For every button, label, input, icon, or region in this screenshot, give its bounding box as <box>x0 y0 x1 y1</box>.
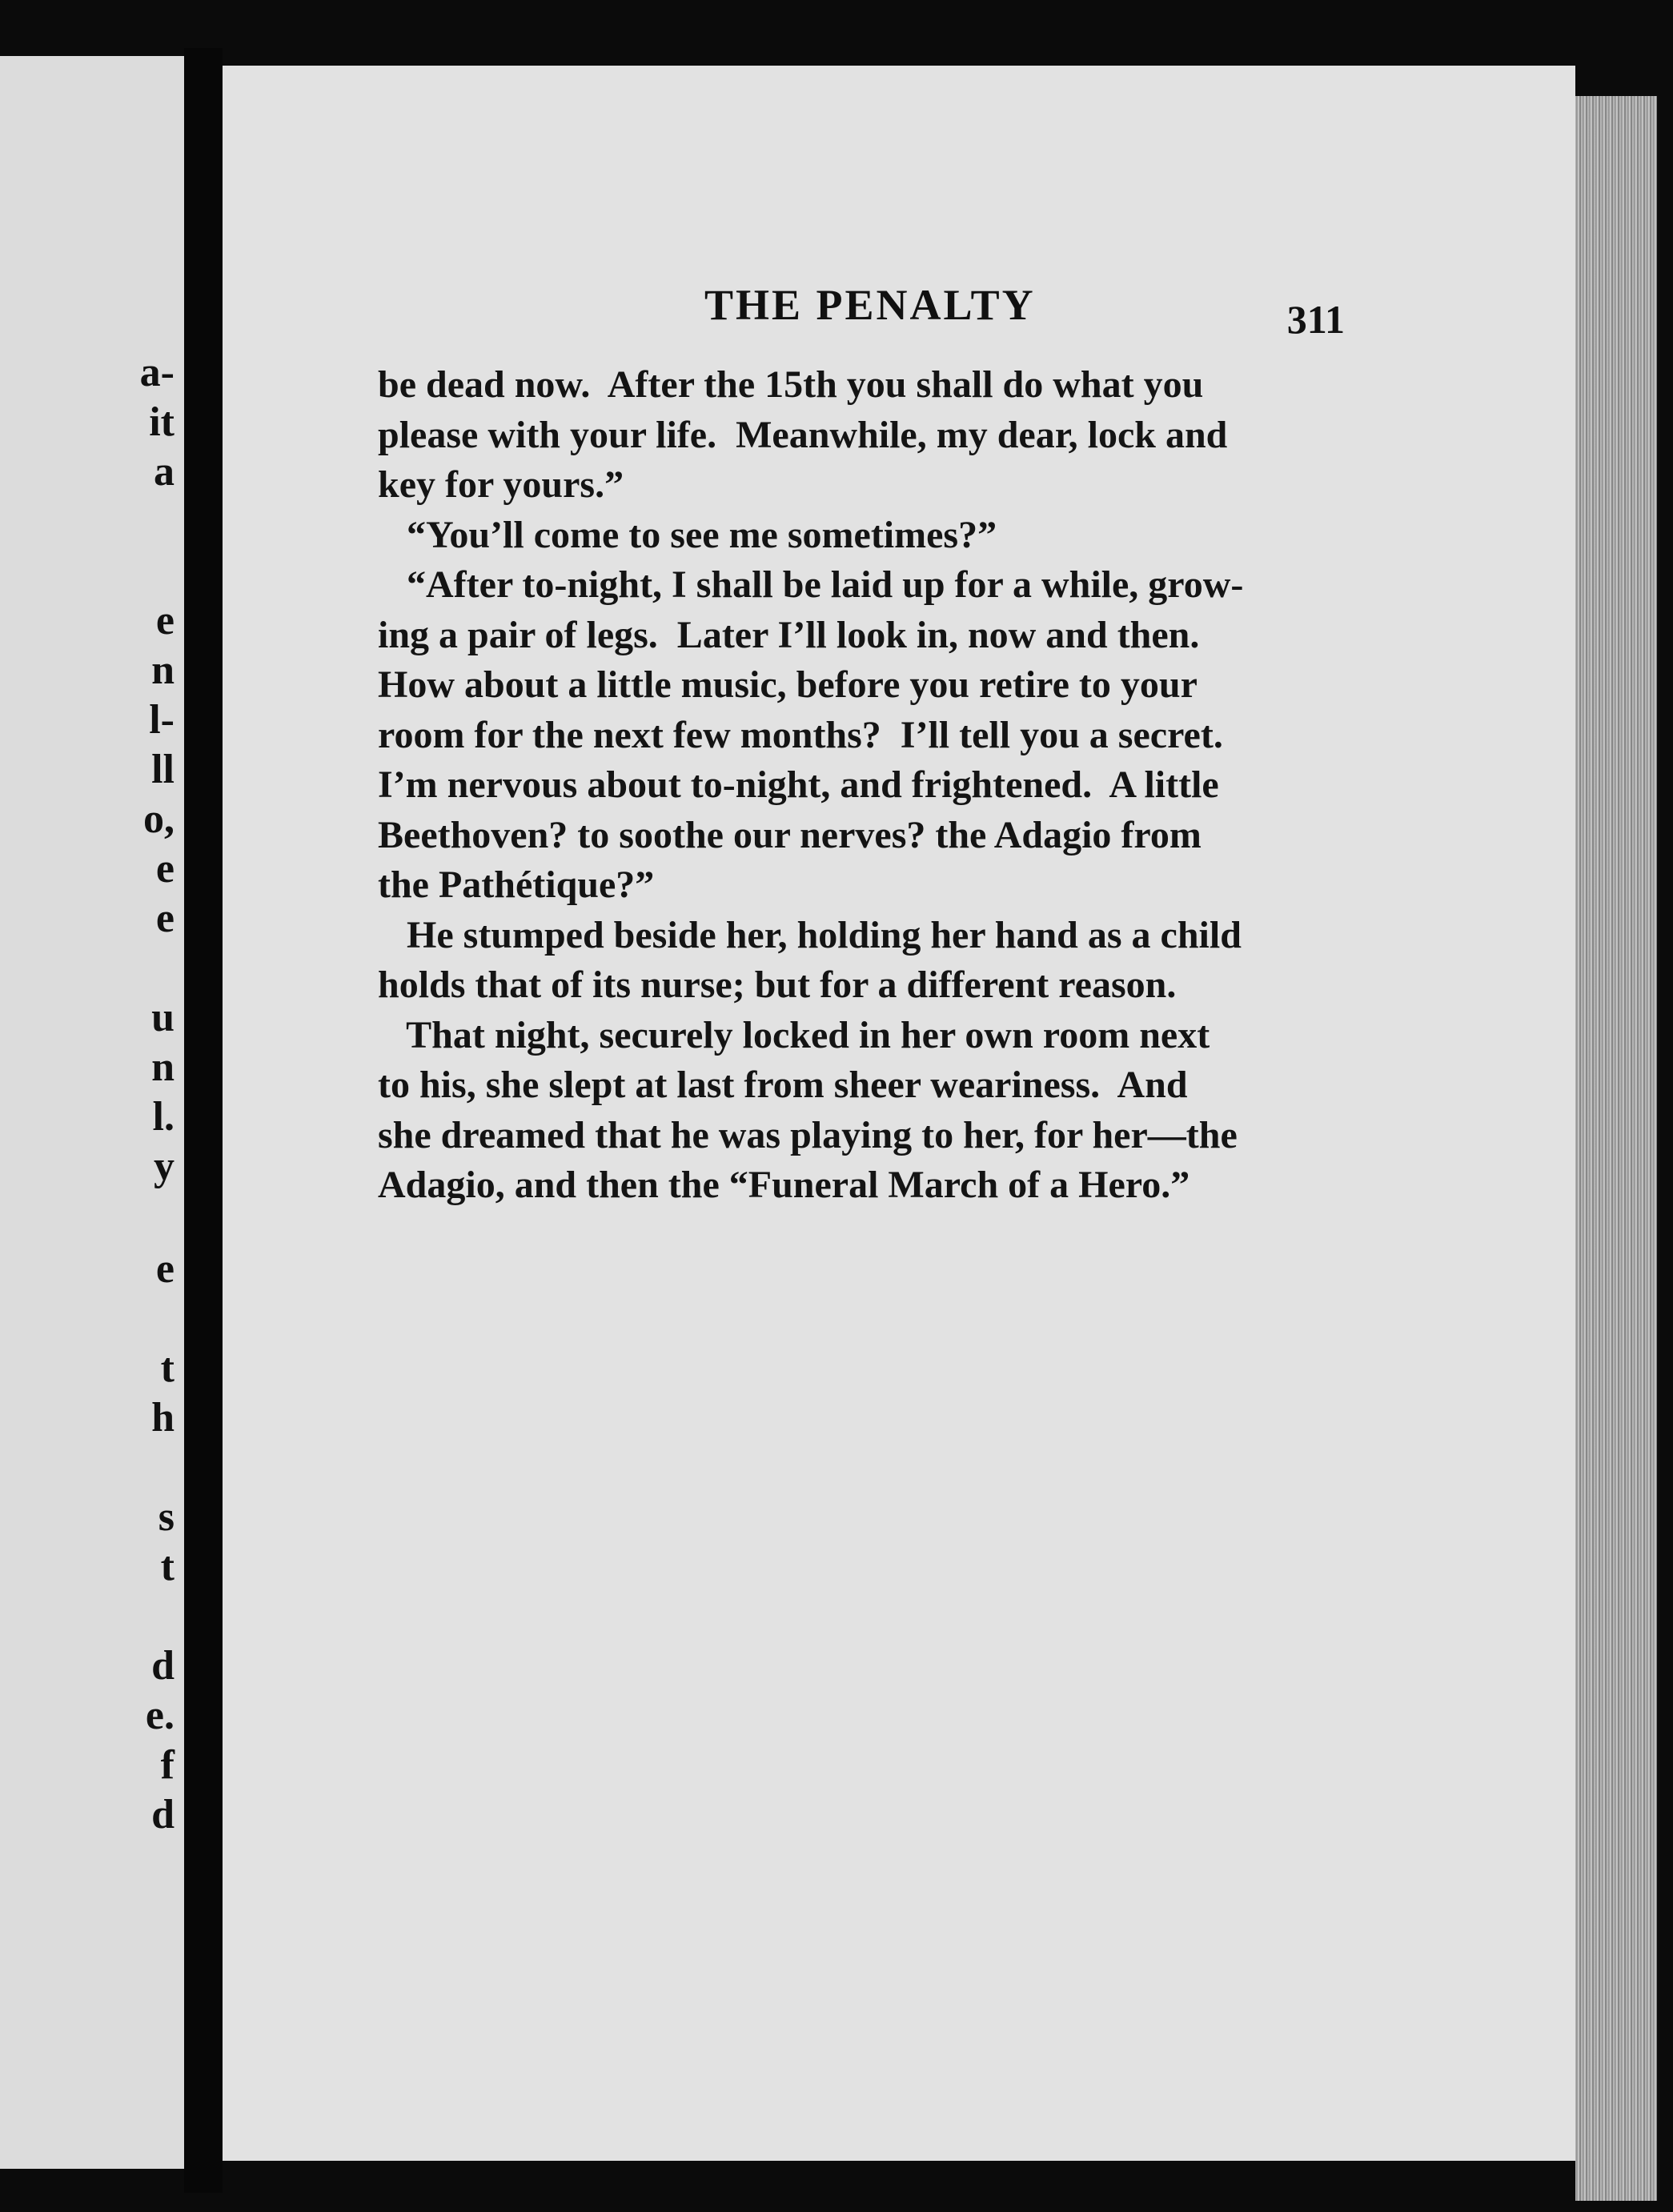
text-line: room for the next few months? I’ll tell you a secret. <box>378 713 1223 756</box>
margin-fragment: ll <box>151 747 175 792</box>
margin-fragment: y <box>154 1144 175 1189</box>
text-line: “After to-night, I shall be laid up for a while, grow- <box>378 563 1244 606</box>
page-edges <box>1575 96 1657 2201</box>
margin-fragment: o, <box>143 796 175 842</box>
running-title: THE PENALTY <box>704 281 1036 329</box>
margin-fragment: s <box>158 1494 175 1540</box>
text-line: Adagio, and then the “Funeral March of a Hero.” <box>378 1164 1190 1206</box>
margin-fragment: h <box>151 1395 175 1441</box>
text-line: “You’ll come to see me sometimes?” <box>378 513 997 556</box>
running-head <box>400 272 1345 344</box>
margin-fragment: t <box>160 1544 175 1589</box>
text-line: holds that of its nurse; but for a different reason. <box>378 964 1177 1006</box>
margin-fragment: e. <box>145 1693 175 1738</box>
text-line: the Pathétique?” <box>378 864 655 906</box>
margin-fragment: a- <box>139 350 175 395</box>
text-line: she dreamed that he was playing to her, for her—the <box>378 1113 1238 1156</box>
margin-fragment: t <box>160 1345 175 1391</box>
text-line: to his, she slept at last from sheer weariness. And <box>378 1064 1188 1106</box>
margin-fragment: it <box>149 399 175 445</box>
margin-fragment: n <box>151 1044 175 1090</box>
margin-fragment: d <box>151 1643 175 1689</box>
margin-fragment: e <box>155 1246 175 1292</box>
text-line: How about a little music, before you retire to your <box>378 663 1198 706</box>
text-line: please with your life. Meanwhile, my dear, lock and <box>378 413 1228 456</box>
margin-fragment: a <box>154 449 175 495</box>
text-line: That night, securely locked in her own room next <box>378 1013 1210 1056</box>
margin-fragment: f <box>160 1742 175 1788</box>
facing-page-edge <box>0 56 184 2169</box>
margin-fragment: u <box>151 995 175 1040</box>
margin-fragment: e <box>155 846 175 892</box>
text-line: ing a pair of legs. Later I’ll look in, now and then. <box>378 613 1200 656</box>
margin-fragment: l. <box>152 1094 175 1140</box>
text-line: key for yours.” <box>378 463 624 506</box>
book-gutter <box>184 48 223 2193</box>
text-line: I’m nervous about to-night, and frightened. A little <box>378 763 1219 806</box>
page-number: 311 <box>1286 297 1345 342</box>
margin-fragment: n <box>151 647 175 693</box>
text-line: He stumped beside her, holding her hand as a child <box>378 913 1242 956</box>
text-line: Beethoven? to soothe our nerves? the Adagio from <box>378 813 1202 856</box>
text-line: be dead now. After the 15th you shall do what you <box>378 363 1204 406</box>
margin-fragment: l- <box>149 697 175 743</box>
body-text <box>378 360 1338 1211</box>
margin-fragment: e <box>155 896 175 941</box>
margin-fragment: e <box>155 598 175 643</box>
margin-fragment: d <box>151 1792 175 1837</box>
